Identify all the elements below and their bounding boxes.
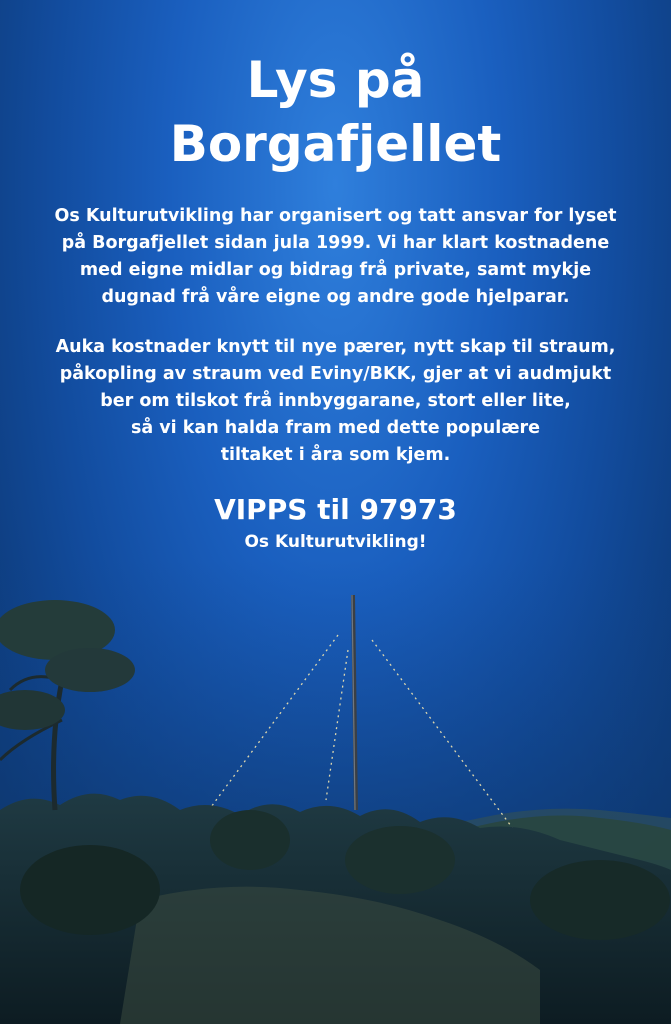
appeal-line: Auka kostnader knytt til nye pærer, nytt skap til straum, — [55, 337, 616, 357]
poster-title — [0, 48, 671, 176]
intro-paragraph — [20, 203, 651, 311]
appeal-line: påkopling av straum ved Eviny/BKK, gjer at vi audmjukt — [59, 364, 612, 384]
intro-line: med eigne midlar og bidrag frå private, samt mykje — [79, 260, 592, 280]
shrub — [20, 845, 160, 935]
appeal-paragraph — [20, 334, 651, 469]
appeal-line: ber om tilskot frå innbyggarane, stort eller lite, — [100, 391, 571, 411]
shrub — [345, 826, 455, 894]
organisation-name: Os Kulturutvikling! — [244, 532, 427, 552]
intro-line: Os Kulturutvikling har organisert og tatt ansvar for lyset — [54, 206, 617, 226]
title-line-2: Borgafjellet — [169, 115, 502, 173]
title-line-1: Lys på — [246, 51, 425, 109]
vipps-number: VIPPS til 97973 — [214, 493, 457, 526]
shrub — [530, 860, 670, 940]
appeal-line: tiltaket i åra som kjem. — [220, 445, 451, 465]
mountain-mast-photo — [0, 560, 671, 1024]
intro-line: på Borgafjellet sidan jula 1999. Vi har klart kostnadene — [61, 233, 610, 253]
shrub — [210, 810, 290, 870]
appeal-line: så vi kan halda fram med dette populære — [130, 418, 541, 438]
tree-foliage — [45, 648, 135, 692]
intro-line: dugnad frå våre eigne og andre gode hjelparar. — [101, 287, 570, 307]
